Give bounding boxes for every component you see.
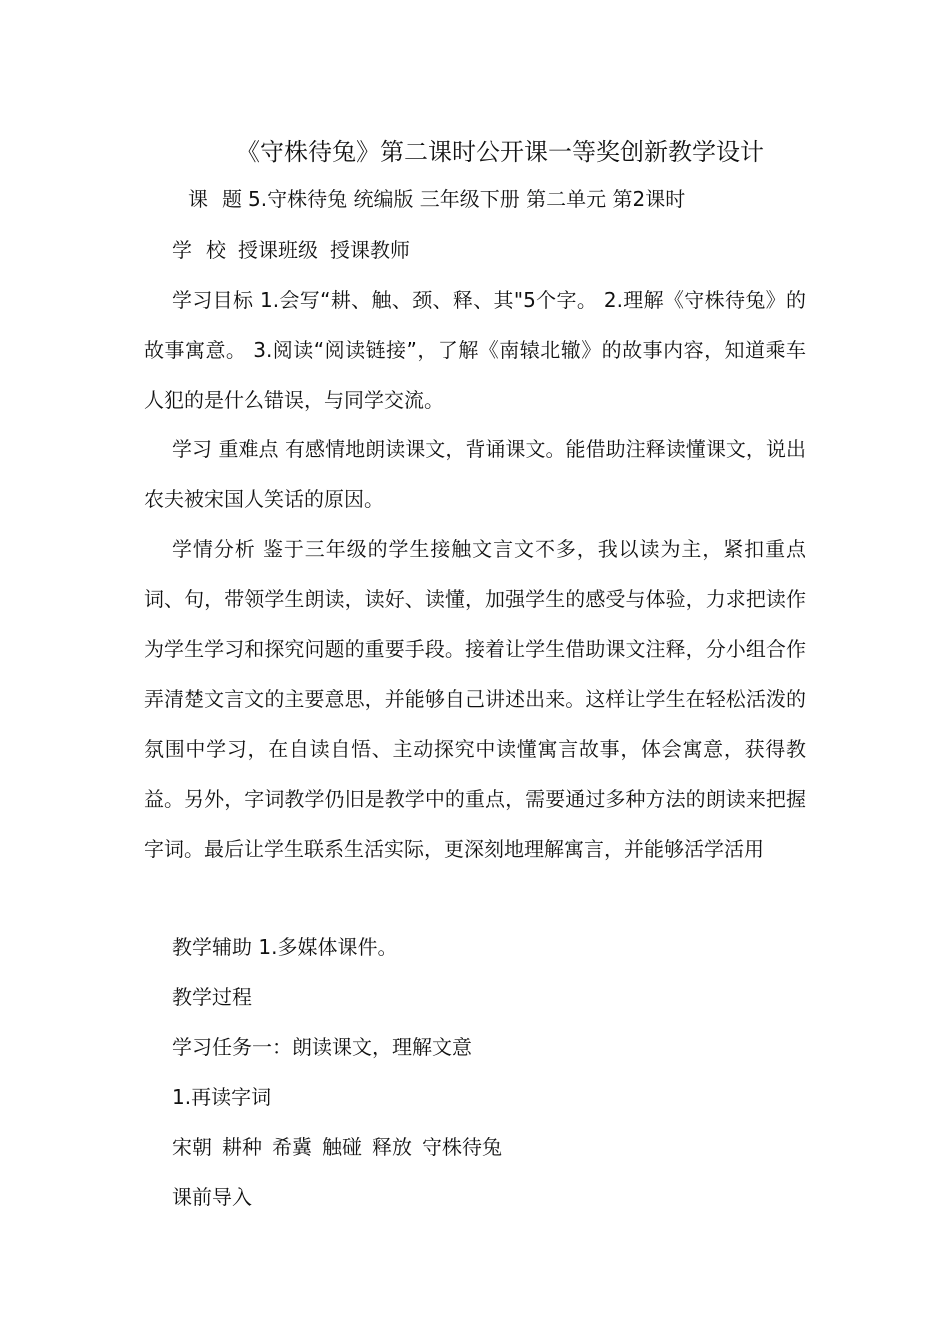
word-list — [172, 1131, 502, 1163]
course-label-1: 课 — [188, 187, 208, 211]
document-title: 《守株待兔》第二课时公开课一等奖创新教学设计 — [236, 138, 764, 166]
word-item: 释放 — [372, 1135, 412, 1159]
school-label-2: 校 — [206, 238, 226, 262]
course-line — [188, 183, 685, 215]
teaching-aids: 教学辅助 1.多媒体课件。 — [172, 935, 398, 959]
word-item: 耕种 — [222, 1135, 262, 1159]
course-value: 5.守株待兔 统编版 三年级下册 第二单元 第2课时 — [248, 187, 686, 211]
word-item: 守株待兔 — [422, 1135, 502, 1159]
word-item: 希冀 — [272, 1135, 312, 1159]
school-line — [172, 234, 410, 266]
step-1: 1.再读字词 — [172, 1085, 272, 1109]
word-item: 宋朝 — [172, 1135, 212, 1159]
word-item: 触碰 — [322, 1135, 362, 1159]
school-label-1: 学 — [172, 238, 192, 262]
course-label-2: 题 — [222, 187, 242, 211]
learning-goals: 学习目标 1.会写“耕、触、颈、释、其"5个字。 2.理解《守株待兔》的故事寓意。 3.阅读“阅读链接”，了解《南辕北辙》的故事内容，知道乘车人犯的是什么错误，与同学交流。 — [144, 288, 806, 412]
class-label: 授课班级 — [238, 238, 318, 262]
teacher-label: 授课教师 — [330, 238, 410, 262]
learning-task-1: 学习任务一：朗读课文，理解文意 — [172, 1035, 472, 1059]
key-points: 学习 重难点 有感情地朗读课文，背诵课文。能借助注释读懂课文，说出农夫被宋国人笑话的原因。 — [144, 437, 806, 511]
lesson-intro: 课前导入 — [172, 1185, 252, 1209]
teaching-process: 教学过程 — [172, 985, 252, 1009]
learning-analysis: 学情分析 鉴于三年级的学生接触文言文不多，我以读为主，紧扣重点词、句，带领学生朗读，读好、读懂，加强学生的感受与体验，力求把读作为学生学习和探究问题的重要手段。接着让学生借助课文注释，分小组合作弄清楚文言文的主要意思，并能够自己讲述出来。这样让学生在轻松活泼的氛围中学习，在自读自悟、主动探究中读懂寓言故事，体会寓意，获得教益。另外，字词教学仍旧是教学中的重点，需要通过多种方法的朗读来把握字词。最后让学生联系生活实际，更深刻地理解寓言，并能够活学活用 — [144, 537, 806, 861]
